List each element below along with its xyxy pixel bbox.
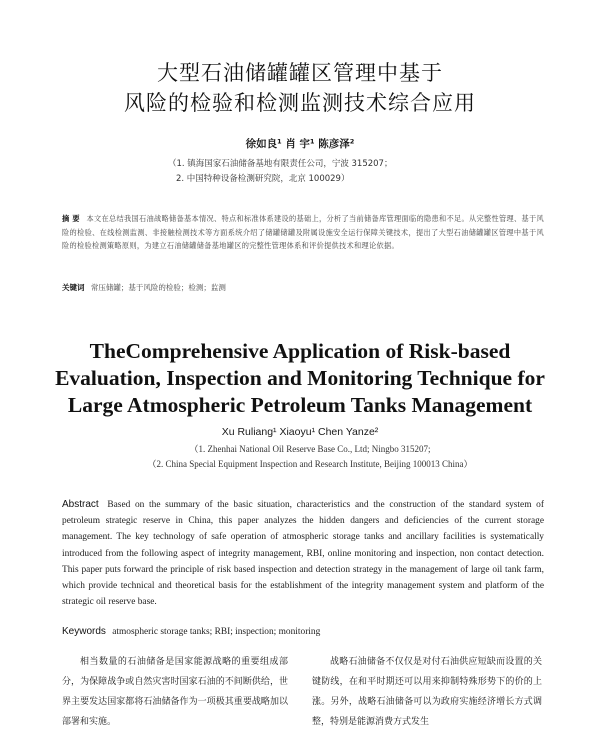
chinese-title-line-2: 风险的检验和检测监测技术综合应用 [124,91,476,115]
chinese-affiliations [168,157,488,187]
chinese-title [0,58,600,118]
chinese-authors: 徐如良¹ 肖 宇¹ 陈彦泽² [245,138,355,150]
chinese-abstract-text: 本文在总结我国石油战略储备基本情况、特点和标准体系建设的基础上，分析了当前储备库管理面临的隐患和不足。从完整性管理、基于风险的检验、在线检测监测、非接触检测技术等方面系统介绍了储罐储罐及附属设施安全运行保障关键技术，提出了大型石油储罐罐区管理中基于风险的检验检测策略原则，为建立石油储罐储备基地罐区的完整性管理体系和评价提供技术和理论依据。 [62,214,545,250]
english-authors: Xu Ruliang¹ Xiaoyu¹ Chen Yanze² [221,426,379,438]
english-affiliations [60,442,560,471]
english-affiliation-2: （2. China Special Equipment Inspection and Research Institute, Beijing 100013 China） [147,458,473,469]
english-title-line-3: Large Atmospheric Petroleum Tanks Management [67,393,533,417]
chinese-abstract [62,212,544,253]
english-abstract [62,497,544,610]
chinese-abstract-label: 摘 要 [62,214,80,223]
english-title-line-1: TheComprehensive Application of Risk-based [89,339,511,363]
chinese-keywords-label: 关键词 [62,283,85,292]
english-title-line-2: Evaluation, Inspection and Monitoring Technique for [55,366,545,390]
chinese-title-line-1: 大型石油储罐罐区管理中基于 [157,61,443,85]
english-title [0,338,600,419]
english-keywords [62,626,544,637]
english-abstract-text: Based on the summary of the basic situation, characteristics and the construction of the standard system of petroleum strategic reserve in China, this paper analyzes the hidden dangers and deficiencies of the current storage management. The key technology of safe operation of atmospheric storage tanks and ancillary facilities is systematically introduced from the following aspect of integrity management, RBI, online monitoring and inspection, non contact detection. This paper puts forward the principle of risk based inspection and detection strategy in the management of large oil tank farm, which provide technical and theoretical basis for the establishment of the integrity management system and platform of the strategic oil reserve base. [62,500,544,608]
english-keywords-label: Keywords [62,626,106,637]
body-column-left: 相当数量的石油储备是国家能源战略的重要组成部分，为保障战争或自然灾害时国家石油的不间断供给，世界主要发达国家都将石油储备作为一项极其重要战略加以部署和实施。 [62,657,288,727]
chinese-affiliation-2: 2. 中国特种设备检测研究院，北京 100029） [176,174,350,184]
body-column-right: 战略石油储备不仅仅是对付石油供应短缺而设置的关键防线，在和平时期还可以用来抑制特殊形势下的价的上涨。另外，战略石油储备可以为政府实施经济增长方式调整，特别是能源消费方式发生 [312,657,542,727]
english-affiliation-1: （1. Zhenhai National Oil Reserve Base Co., Ltd; Ningbo 315207; [189,444,431,454]
chinese-keywords [62,282,544,293]
english-abstract-label: Abstract [62,499,99,510]
chinese-keywords-text: 常压储罐；基于风险的检验；检测；监测 [90,283,226,292]
english-keywords-text: atmospheric storage tanks; RBI; inspection; monitoring [112,627,321,637]
chinese-affiliation-1: （1. 镇海国家石油储备基地有限责任公司，宁波 315207； [168,159,393,169]
